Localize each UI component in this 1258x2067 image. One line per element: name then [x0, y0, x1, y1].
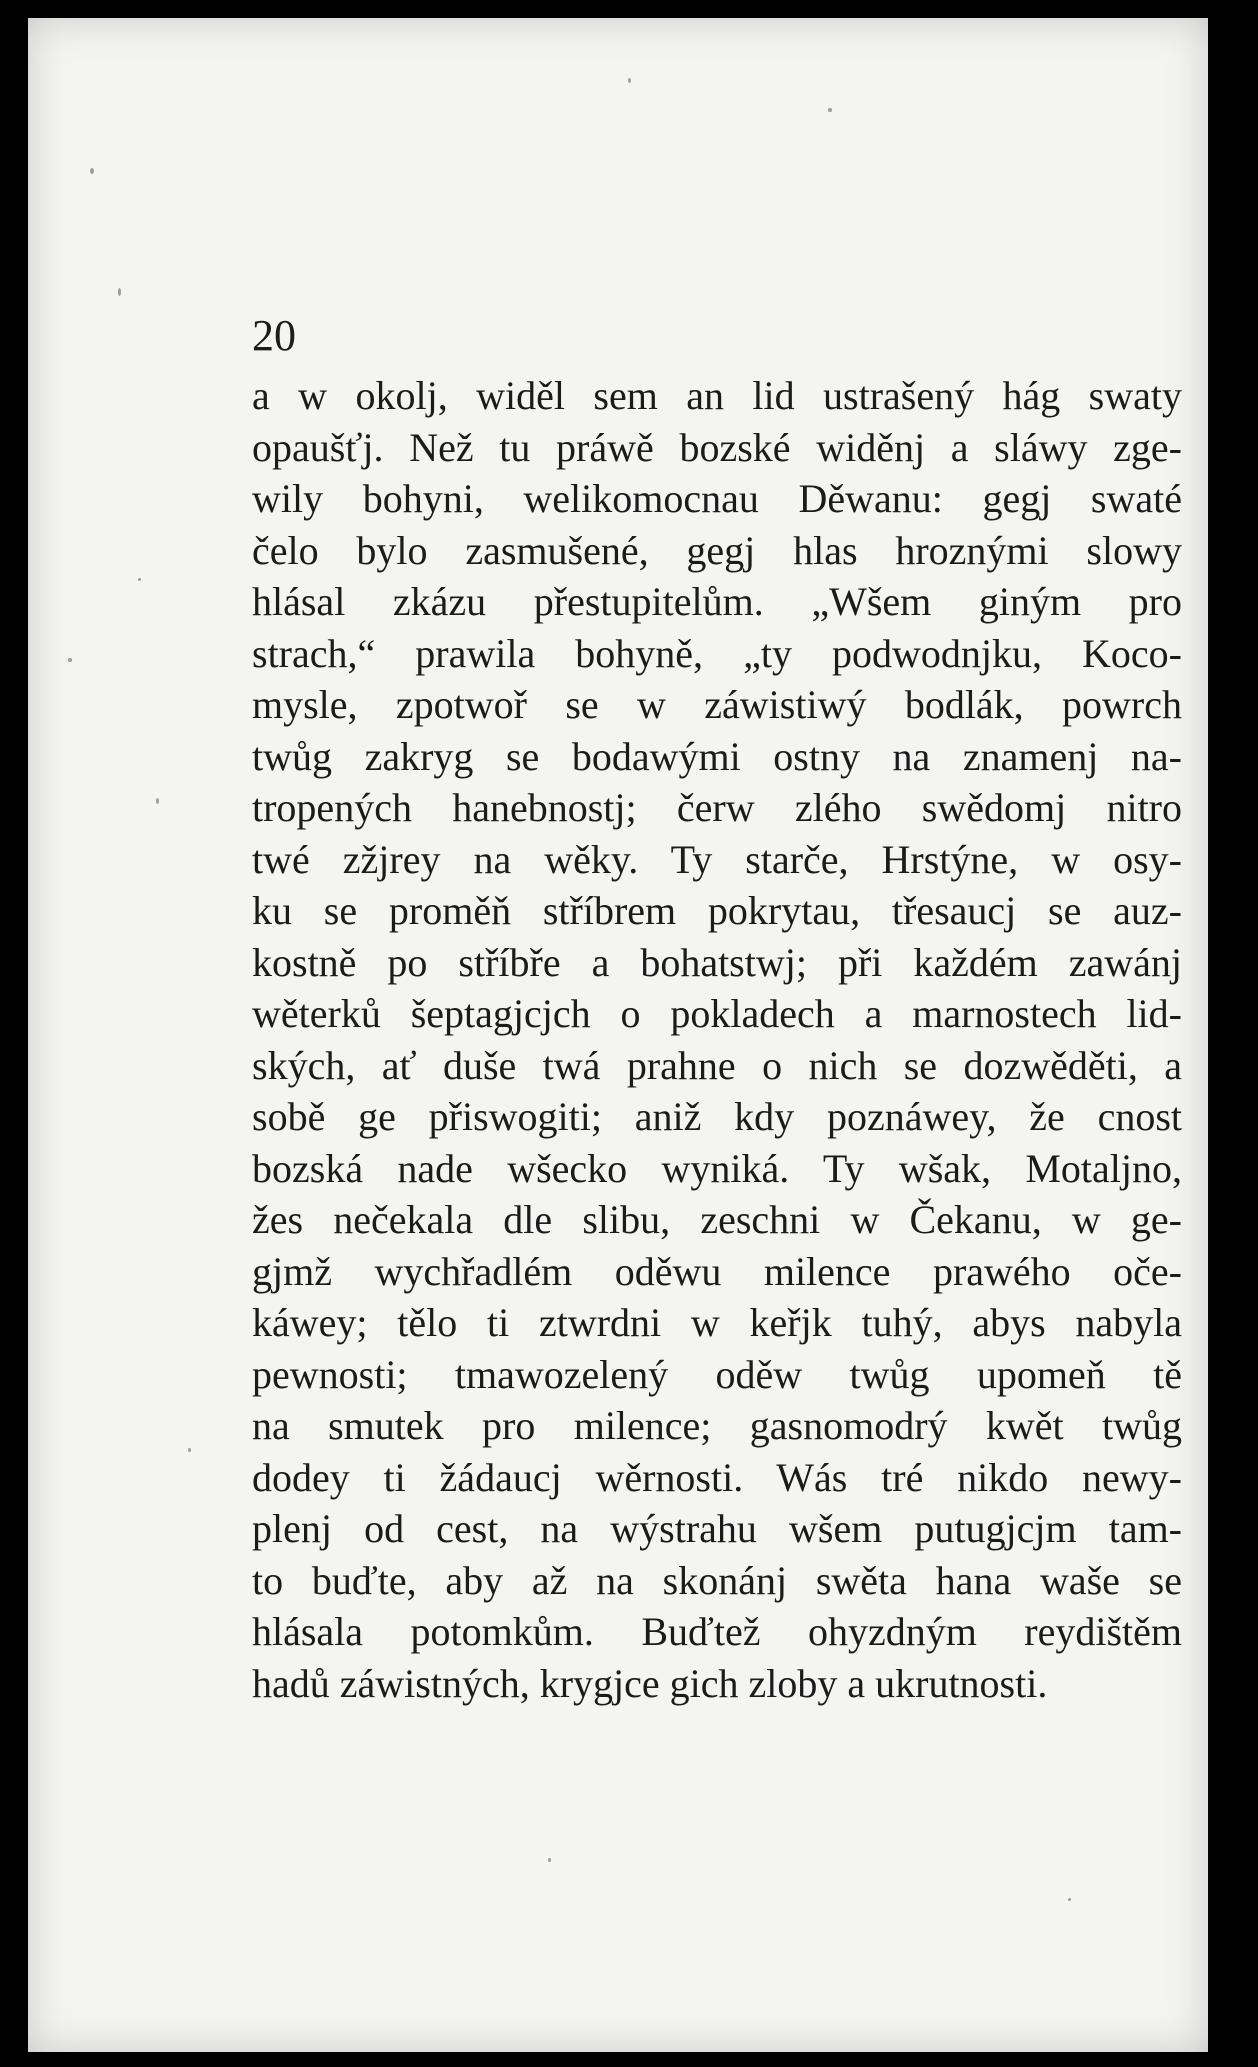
scan-speck: [188, 1448, 191, 1452]
text-line: twé zžjrey na wěky. Ty starče, Hrstýne, w osy-: [252, 836, 1182, 882]
body-text: [252, 370, 1182, 1709]
text-line: kostně po stříbře a bohatstwj; při každém zawánj: [252, 939, 1182, 985]
text-line: plenj od cest, na wýstrahu wšem putugjcjm tam-: [252, 1506, 1182, 1551]
scan-speck: [828, 108, 832, 112]
text-line: žes nečekala dle slibu, zeschni w Čekanu, w ge-: [252, 1197, 1182, 1242]
text-line: a w okolj, widěl sem an lid ustrašený hág swaty: [252, 373, 1182, 418]
text-line: wěterků šeptagjcjch o pokladech a marnostech lid-: [252, 991, 1182, 1036]
scan-speck: [548, 1858, 551, 1862]
scan-speck: [628, 78, 631, 83]
text-line: na smutek pro milence; gasnomodrý kwět twůg: [252, 1403, 1182, 1448]
text-line: gjmž wychřadlém oděwu milence prawého oče-: [252, 1248, 1182, 1294]
text-line: hlásal zkázu přestupitelům. „Wšem giným pro: [252, 579, 1182, 624]
page-number: 20: [252, 311, 296, 360]
text-line: tropených hanebnostj; čerw zlého swědomj nitro: [252, 785, 1182, 830]
text-line: wily bohyni, welikomocnau Děwanu: gegj swaté: [252, 476, 1182, 521]
scan-speck: [68, 658, 72, 662]
book-page: [28, 18, 1208, 2052]
scan-speck: [138, 578, 141, 581]
text-line: mysle, zpotwoř se w záwistiwý bodlák, powrch: [252, 682, 1182, 727]
scan-speck: [118, 288, 121, 296]
text-line: bozská nade wšecko wyniká. Ty wšak, Motaljno,: [252, 1145, 1182, 1191]
text-line: ku se proměň stříbrem pokrytau, třesaucj se auz-: [252, 888, 1182, 933]
text-line: pewnosti; tmawozelený oděw twůg upomeň tě: [252, 1351, 1182, 1397]
scan-speck: [1068, 1898, 1071, 1901]
text-line: strach,“ prawila bohyně, „ty podwodnjku, Koco-: [252, 630, 1182, 676]
scan-speck: [156, 798, 159, 804]
text-line: twůg zakryg se bodawými ostny na znamenj na-: [252, 733, 1182, 779]
text-line: opaušťj. Než tu práwě bozské widěnj a sláwy zge-: [252, 424, 1182, 470]
text-line: káwey; tělo ti ztwrdni w keřjk tuhý, abys nabyla: [252, 1300, 1182, 1345]
text-line: čelo bylo zasmušené, gegj hlas hroznými slowy: [252, 527, 1182, 573]
text-line: hlásala potomkům. Buďtež ohyzdným reydištěm: [252, 1609, 1182, 1654]
text-line: sobě ge přiswogiti; aniž kdy poznáwey, že cnost: [252, 1094, 1182, 1139]
text-line: to buďte, aby až na skonánj swěta hana waše se: [252, 1557, 1182, 1603]
text-line: dodey ti žádaucj wěrnosti. Wás tré nikdo newy-: [252, 1454, 1182, 1500]
scan-speck: [90, 168, 94, 174]
text-line: hadů záwistných, krygjce gich zloby a ukrutnosti.: [252, 1660, 1048, 1706]
text-line: ských, ať duše twá prahne o nich se dozwěděti, a: [252, 1042, 1182, 1088]
